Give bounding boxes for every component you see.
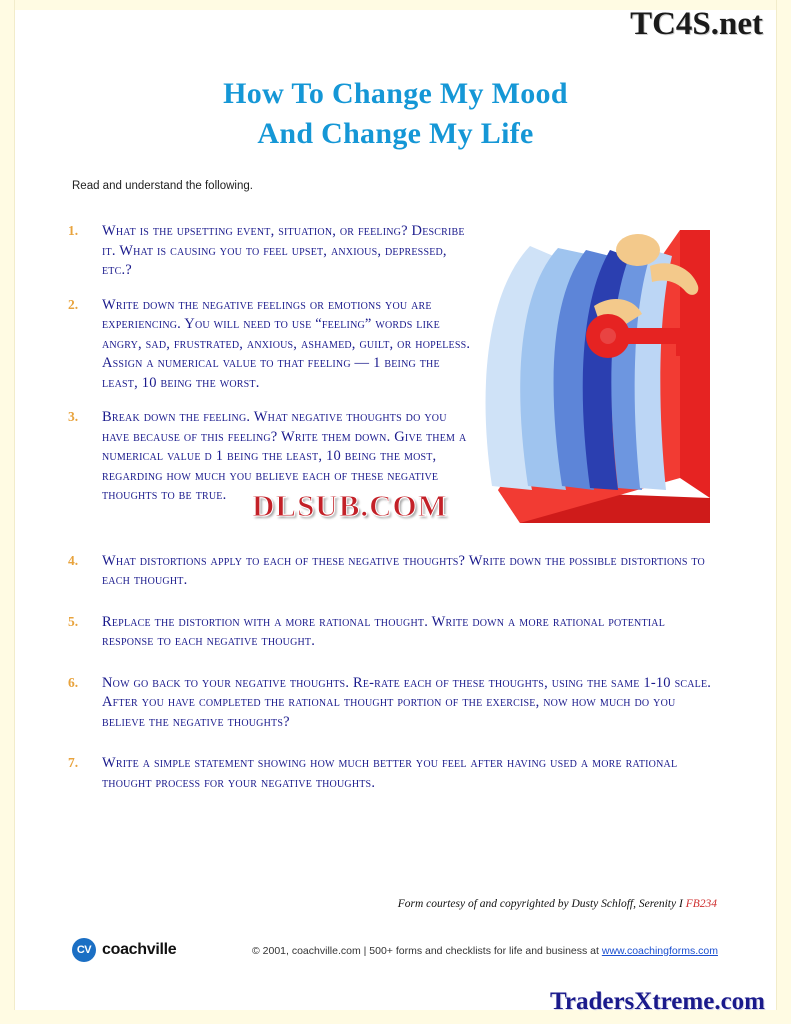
bottom-watermark: TradersXtreme.com xyxy=(550,988,765,1015)
list-item xyxy=(68,552,718,591)
list-item-text: Write a simple statement showing how much better you feel after having used a more rational thought process for your negative thoughts. xyxy=(102,755,678,791)
page-footer xyxy=(72,938,732,968)
list-item-text: What is the upsetting event, situation, or feeling? Describe it. What is causing you to feel upset, anxious, depressed, etc.? xyxy=(102,223,465,278)
courtesy-line xyxy=(0,898,791,910)
list-item-text: Write down the negative feelings or emotions you are experiencing. You will need to use “feeling” words like angry, sad, frustrated, anxious, ashamed, guilt, or hopeless. Assign a numerical value to that feeling — 1 being the least, 10 being the worst. xyxy=(102,296,471,391)
list-item-text: Replace the distortion with a more rational thought. Write down a more rational potential response to each negative thought. xyxy=(102,613,666,649)
page-title-line-2: And Change My Life xyxy=(257,117,534,150)
coachville-logo-text: coachville xyxy=(102,941,177,958)
list-item-text: What distortions apply to each of these negative thoughts? Write down the possible distortions to each thought. xyxy=(102,552,705,588)
copyright-prefix: © 2001, coachville.com | 500+ forms and checklists for life and business at xyxy=(252,945,602,957)
center-watermark: DLSUB.COM xyxy=(252,488,448,523)
list-item-number: 7. xyxy=(68,755,79,770)
list-item xyxy=(68,222,718,281)
top-watermark: TC4S.net xyxy=(630,6,763,42)
list-item-number: 3. xyxy=(68,409,79,424)
list-item xyxy=(68,613,718,652)
list-item xyxy=(68,408,718,506)
list-item xyxy=(68,296,718,394)
list-item-number: 5. xyxy=(68,613,79,629)
page-title xyxy=(0,74,791,154)
list-item-number: 1. xyxy=(68,223,79,238)
intro-text: Read and understand the following. xyxy=(72,180,253,192)
list-item-number: 4. xyxy=(68,552,79,568)
list-item xyxy=(68,754,718,793)
instruction-list xyxy=(68,222,718,808)
list-item xyxy=(68,674,718,733)
coachingforms-link[interactable]: www.coachingforms.com xyxy=(601,945,718,957)
coachville-badge-icon: CV xyxy=(72,938,96,962)
copyright-text xyxy=(252,945,718,957)
list-item-number: 2. xyxy=(68,296,79,312)
list-item-text: Break down the feeling. What negative thoughts do you have because of this feeling? Write them down. Give them a numerical value d 1 being the least, 10 being the most, regarding how much you believe each of these negative thoughts to be true. xyxy=(102,409,467,503)
form-code: FB234 xyxy=(685,898,717,910)
list-item-text: Now go back to your negative thoughts. Re-rate each of these thoughts, using the same 1-10 scale. After you have completed the rational thought portion of the exercise, now how much do you believe the negative thoughts? xyxy=(102,674,712,730)
page-title-line-1: How To Change My Mood xyxy=(223,77,568,110)
list-item-number: 6. xyxy=(68,674,79,690)
courtesy-text: Form courtesy of and copyrighted by Dusty Schloff, Serenity I xyxy=(397,898,686,910)
